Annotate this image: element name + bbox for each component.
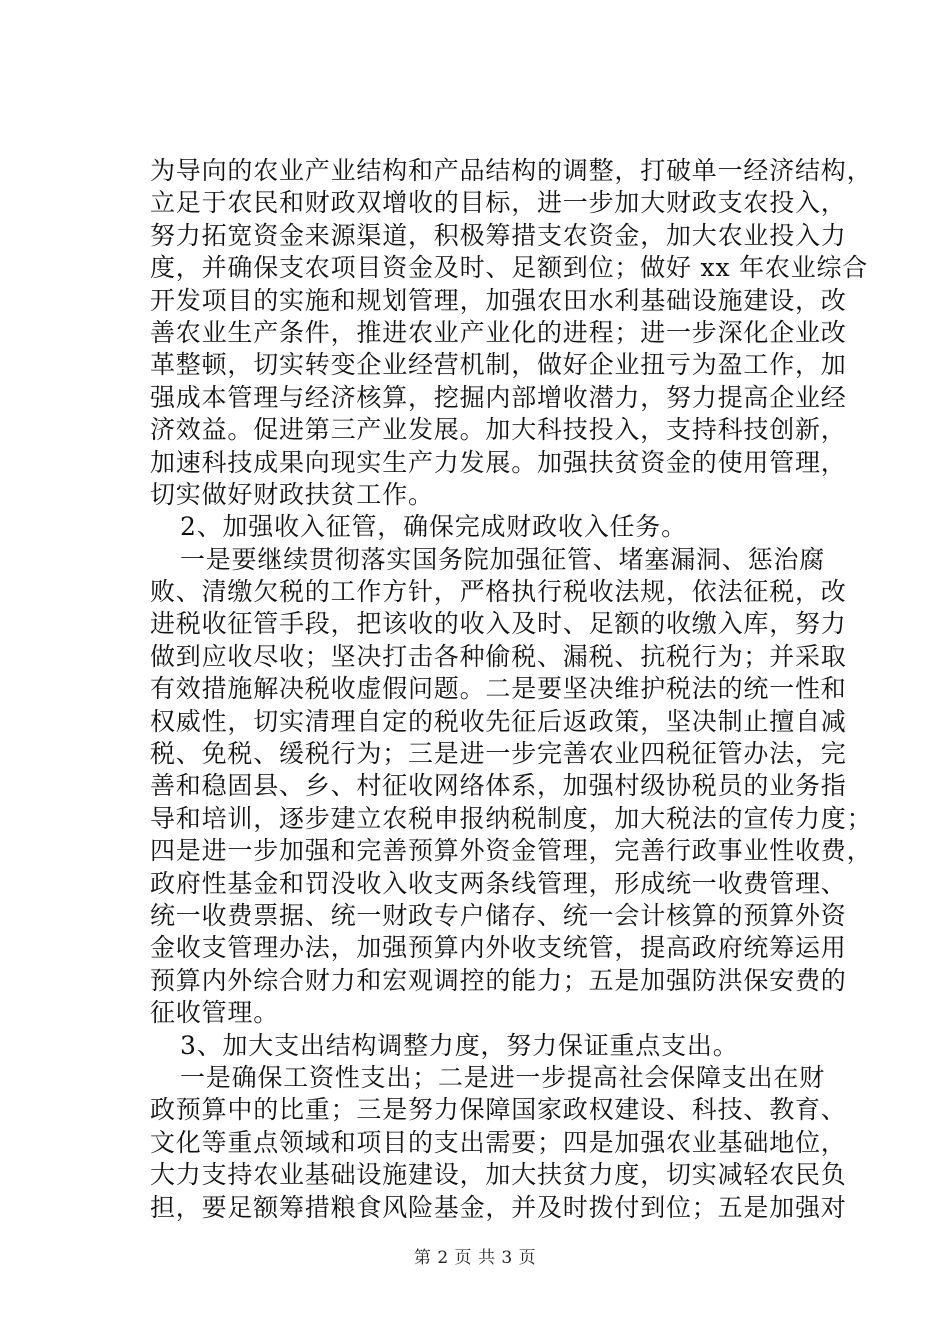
text-line: 善农业生产条件，推进农业产业化的进程；进一步深化企业改 [150,317,847,347]
page-number: 第 2 页 共 3 页 [413,1248,537,1268]
text-line: 导和培训，逐步建立农税申报纳税制度，加大税法的宣传力度； [150,803,873,833]
text-line: 大力支持农业基础设施建设，加大扶贫力度，切实减轻农民负 [150,1160,847,1190]
text-line: 税、免税、缓税行为；三是进一步完善农业四税征管办法，完 [150,739,847,769]
paragraph-first-line: 一是确保工资性支出；二是进一步提高社会保障支出在财 [180,1062,826,1092]
section-heading: 2、加强收入征管，确保完成财政收入任务。 [180,512,687,542]
text-line: 进税收征管手段，把该收的收入及时、足额的收缴入库，努力 [150,609,847,639]
text-line: 善和稳固县、乡、村征收网络体系，加强村级协税员的业务指 [150,771,847,801]
text-line: 有效措施解决税收虚假问题。二是要坚决维护税法的统一性和 [150,674,847,704]
text-line: 切实做好财政扶贫工作。 [150,479,434,509]
paragraph-first-line: 一是要继续贯彻落实国务院加强征管、堵塞漏洞、惩治腐 [180,544,826,574]
text-line: 开发项目的实施和规划管理，加强农田水利基础设施建设，改 [150,285,847,315]
text-line: 文化等重点领域和项目的支出需要；四是加强农业基础地位， [150,1127,847,1157]
text-line: 担，要足额筹措粮食风险基金，并及时拨付到位；五是加强对 [150,1192,847,1222]
text-line: 统一收费票据、统一财政专户储存、统一会计核算的预算外资 [150,900,847,930]
text-line: 做到应收尽收；坚决打击各种偷税、漏税、抗税行为；并采取 [150,641,847,671]
text-line: 度，并确保支农项目资金及时、足额到位；做好 xx 年农业综合 [150,253,869,283]
text-line: 为导向的农业产业结构和产品结构的调整，打破单一经济结构， [150,156,873,185]
body-text [150,155,873,1224]
text-line: 革整顿，切实转变企业经营机制，做好企业扭亏为盈工作，加 [150,350,847,380]
text-line: 努力拓宽资金来源渠道，积极筹措支农资金，加大农业投入力 [150,220,847,250]
text-line: 金收支管理办法，加强预算内外收支统管，提高政府统筹运用 [150,933,847,963]
text-line: 四是进一步加强和完善预算外资金管理，完善行政事业性收费， [150,836,873,866]
text-line: 立足于农民和财政双增收的目标，进一步加大财政支农投入， [150,188,847,218]
text-line: 济效益。促进第三产业发展。加大科技投入，支持科技创新， [150,415,847,445]
text-line: 征收管理。 [150,998,280,1028]
text-line: 败、清缴欠税的工作方针，严格执行税收法规，依法征税，改 [150,577,847,607]
text-line: 加速科技成果向现实生产力发展。加强扶贫资金的使用管理， [150,447,847,477]
page-footer [0,1243,950,1268]
text-line: 强成本管理与经济核算，挖掘内部增收潜力，努力提高企业经 [150,382,847,412]
text-line: 权威性，切实清理自定的税收先征后返政策，坚决制止擅自减 [150,706,847,736]
text-line: 预算内外综合财力和宏观调控的能力；五是加强防洪保安费的 [150,965,847,995]
text-line: 政府性基金和罚没收入收支两条线管理，形成统一收费管理、 [150,868,847,898]
text-line: 政预算中的比重；三是努力保障国家政权建设、科技、教育、 [150,1095,847,1125]
section-heading: 3、加大支出结构调整力度，努力保证重点支出。 [180,1030,739,1060]
